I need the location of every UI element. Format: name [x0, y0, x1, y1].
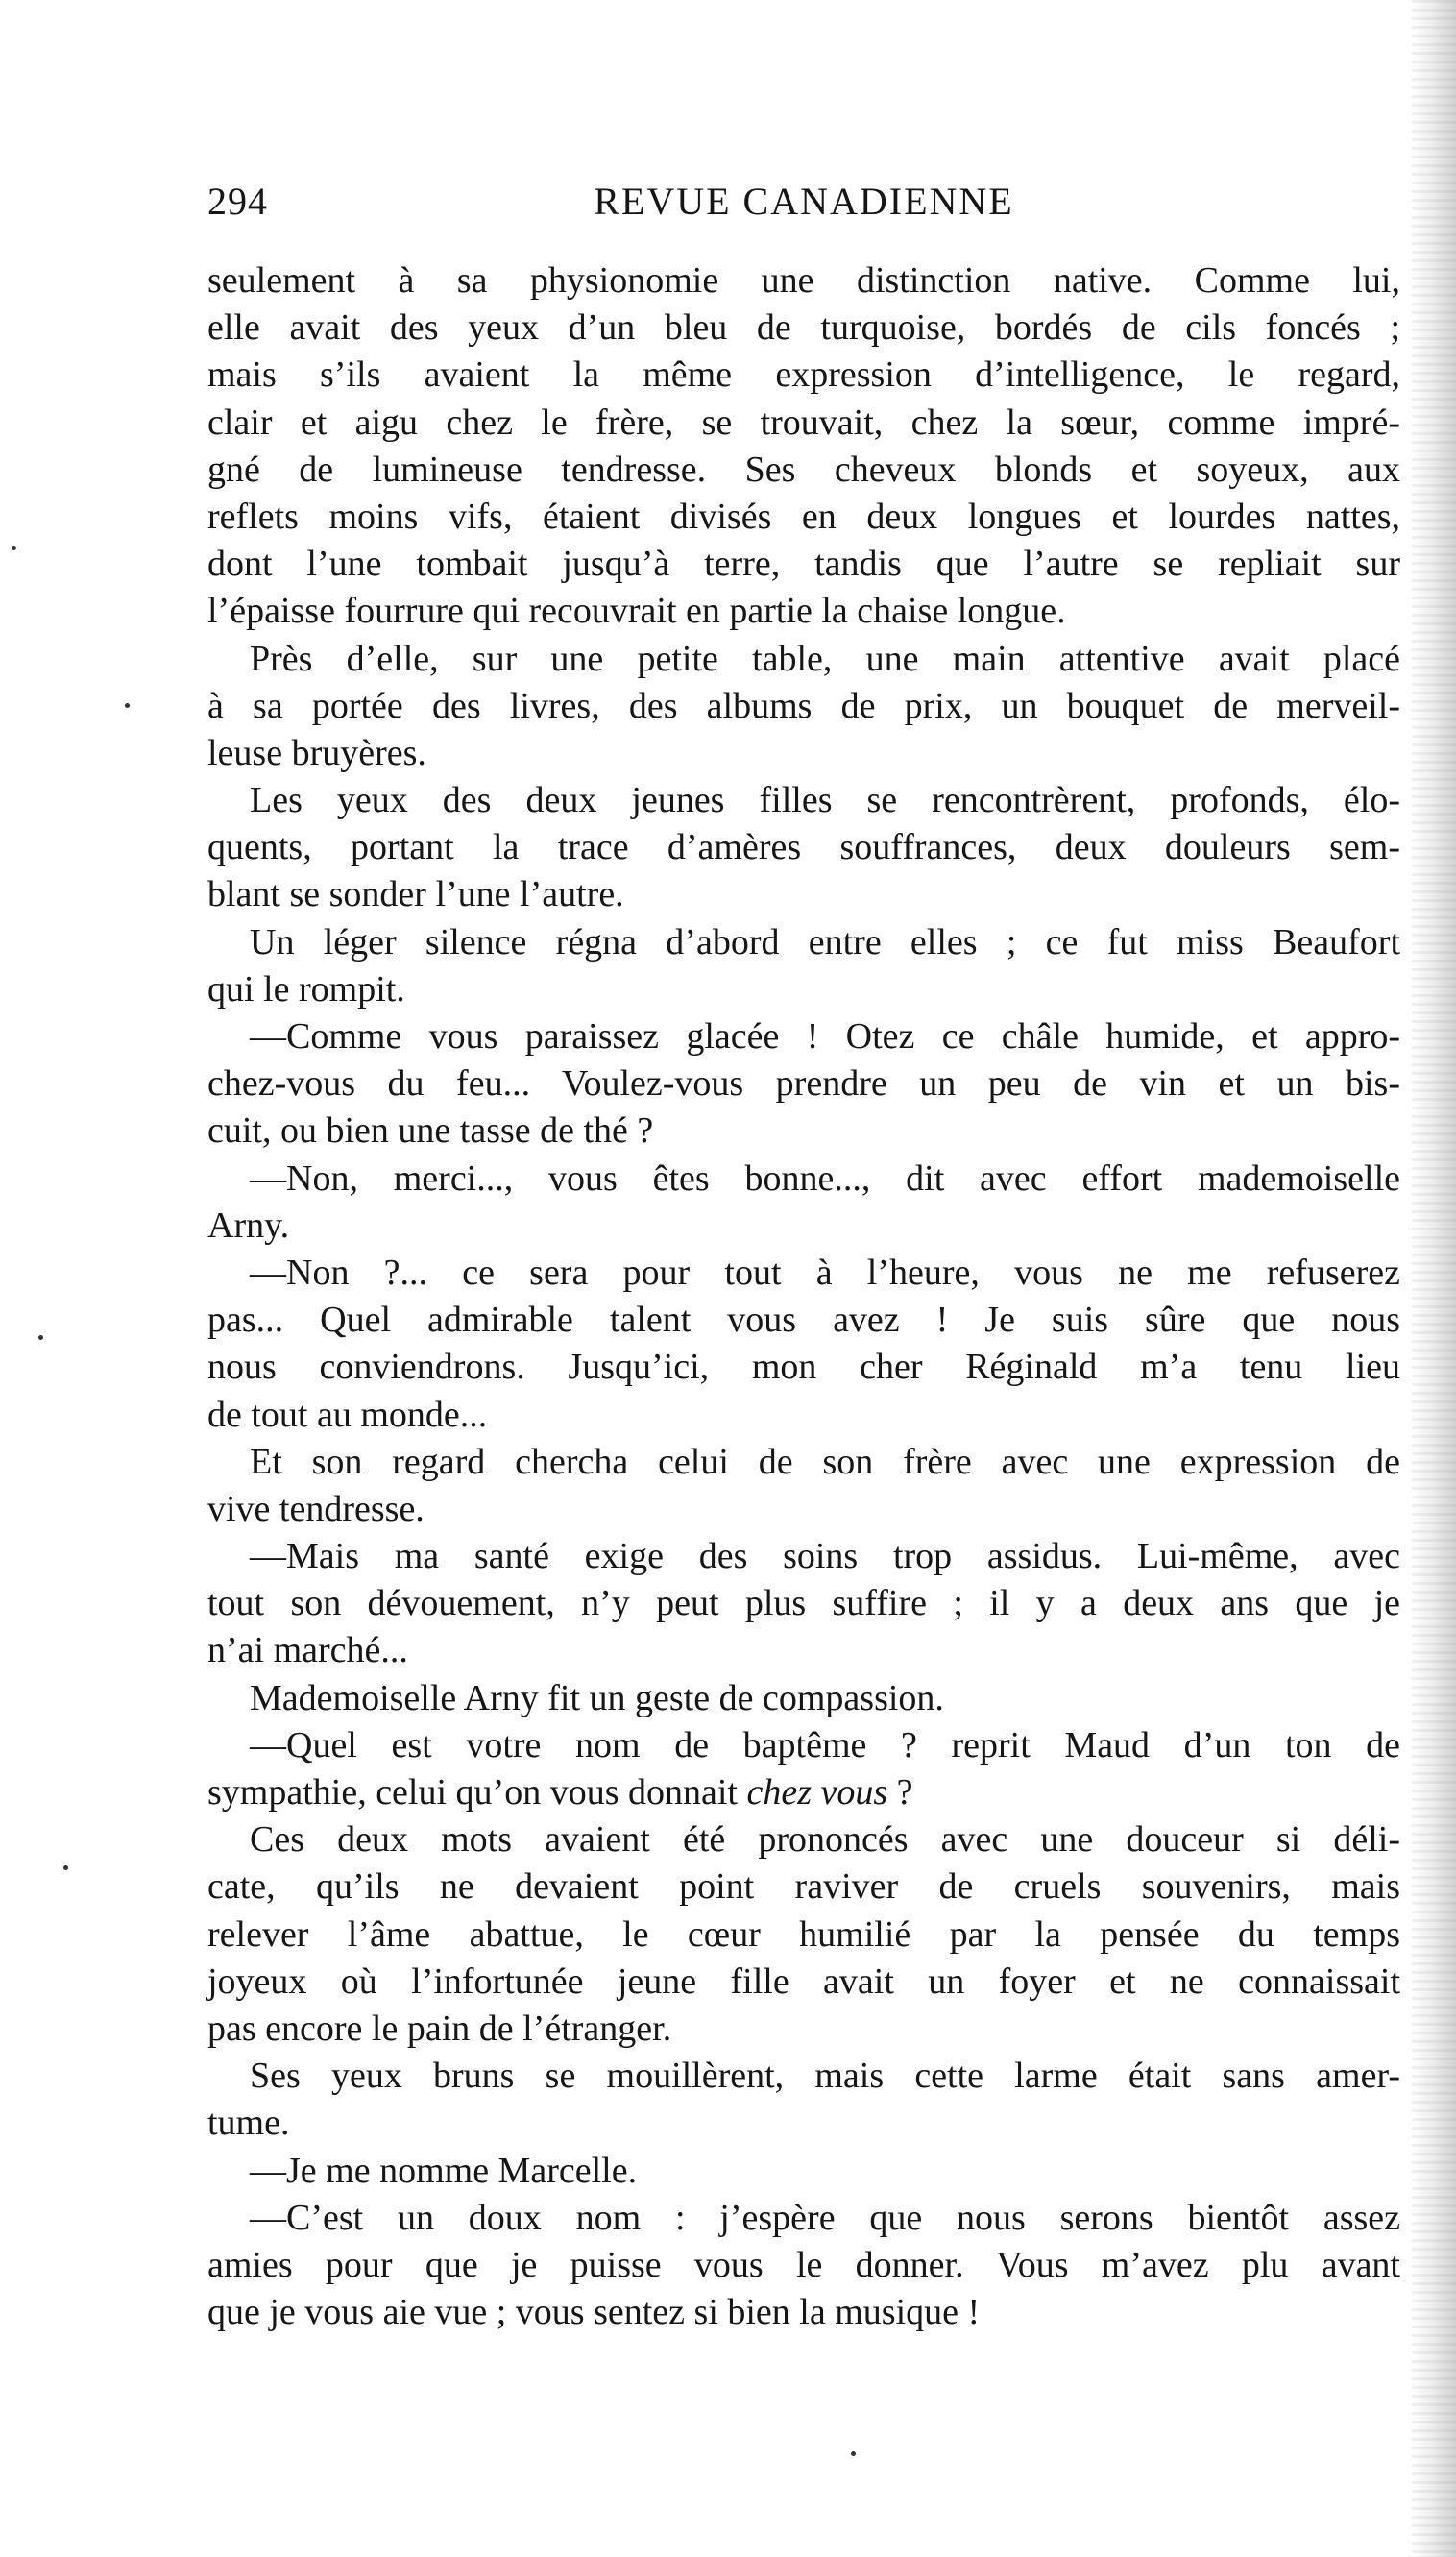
text-line: sympathie, celui qu’on vous donnait chez vous ?	[207, 1772, 913, 1813]
text-line: Et son regard chercha celui de son frère avec une expression de	[250, 1441, 1400, 1482]
text-line: Arny.	[207, 1205, 290, 1246]
scan-speck	[851, 2451, 856, 2456]
running-title: REVUE CANADIENNE	[594, 180, 1014, 223]
text-line: —Non ?... ce sera pour tout à l’heure, vous ne me refuserez	[250, 1252, 1400, 1293]
text-line: quents, portant la trace d’amères souffrances, deux douleurs sem-	[207, 827, 1400, 868]
scan-speck	[125, 703, 130, 708]
text-line: —Non, merci..., vous êtes bonne..., dit avec effort mademoiselle	[250, 1157, 1400, 1199]
text-line: pas... Quel admirable talent vous avez ! Je suis sûre que nous	[207, 1300, 1400, 1341]
text-line: tume.	[207, 2103, 290, 2144]
italic-phrase: chez vous	[746, 1772, 888, 1813]
text-line: Les yeux des deux jeunes filles se rencontrèrent, profonds, élo-	[250, 780, 1400, 821]
text-line: gné de lumineuse tendresse. Ses cheveux blonds et soyeux, aux	[207, 449, 1400, 490]
text-line: amies pour que je puisse vous le donner. Vous m’avez plu avant	[207, 2244, 1400, 2285]
body-text	[207, 257, 1400, 2336]
text-line: —C’est un doux nom : j’espère que nous serons bientôt assez	[250, 2197, 1400, 2238]
text-line: l’épaisse fourrure qui recouvrait en partie la chaise longue.	[207, 591, 1066, 632]
text-line: que je vous aie vue ; vous sentez si bien la musique !	[207, 2292, 981, 2333]
scan-speck	[12, 546, 16, 550]
text-line: vive tendresse.	[207, 1488, 425, 1529]
text-line: à sa portée des livres, des albums de prix, un bouquet de merveil-	[207, 685, 1400, 726]
text-line: chez-vous du feu... Voulez-vous prendre un peu de vin et un bis-	[207, 1063, 1400, 1105]
text-line: elle avait des yeux d’un bleu de turquoise, bordés de cils foncés ;	[207, 307, 1400, 349]
text-line: Un léger silence régna d’abord entre elles ; ce fut miss Beaufort	[250, 921, 1400, 962]
text-line: Ses yeux bruns se mouillèrent, mais cette larme était sans amer-	[250, 2056, 1400, 2097]
text-line: Près d’elle, sur une petite table, une main attentive avait placé	[250, 638, 1400, 679]
text-line: Ces deux mots avaient été prononcés avec une douceur si déli-	[250, 1819, 1400, 1861]
text-line: blant se sonder l’une l’autre.	[207, 874, 624, 915]
page-number: 294	[207, 180, 268, 223]
text-line: de tout au monde...	[207, 1394, 488, 1435]
text-line: seulement à sa physionomie une distinction native. Comme lui,	[207, 260, 1400, 301]
text-line: leuse bruyères.	[207, 732, 426, 773]
text-line: cate, qu’ils ne devaient point raviver de cruels souvenirs, mais	[207, 1866, 1400, 1908]
text-line: reflets moins vifs, étaient divisés en deux longues et lourdes nattes,	[207, 496, 1400, 537]
text-line: —Je me nomme Marcelle.	[250, 2150, 638, 2191]
text-line: relever l’âme abattue, le cœur humilié par la pensée du temps	[207, 1913, 1400, 1955]
text-line: pas encore le pain de l’étranger.	[207, 2008, 672, 2049]
text-line: dont l’une tombait jusqu’à terre, tandis que l’autre se repliait sur	[207, 544, 1400, 585]
text-line: mais s’ils avaient la même expression d’intelligence, le regard,	[207, 354, 1400, 396]
text-line: cuit, ou bien une tasse de thé ?	[207, 1110, 654, 1152]
scan-page-edge	[1412, 0, 1456, 2557]
text-line: nous conviendrons. Jusqu’ici, mon cher Réginald m’a tenu lieu	[207, 1347, 1400, 1388]
text-line: qui le rompit.	[207, 968, 405, 1010]
text-line: joyeux où l’infortunée jeune fille avait un foyer et ne connaissait	[207, 1960, 1400, 2002]
text-line: —Quel est votre nom de baptême ? reprit Maud d’un ton de	[250, 1724, 1400, 1766]
scan-speck	[38, 1335, 43, 1340]
text-line: —Mais ma santé exige des soins trop assidus. Lui-même, avec	[250, 1536, 1400, 1577]
scan-speck	[63, 1865, 68, 1870]
page-header	[207, 179, 1400, 232]
text-line: —Comme vous paraissez glacée ! Otez ce châle humide, et appro-	[250, 1016, 1400, 1057]
text-line: clair et aigu chez le frère, se trouvait, chez la sœur, comme impré-	[207, 402, 1400, 443]
text-line: tout son dévouement, n’y peut plus suffire ; il y a deux ans que je	[207, 1583, 1400, 1624]
text-line: Mademoiselle Arny fit un geste de compassion.	[250, 1677, 944, 1718]
text-line: n’ai marché...	[207, 1630, 408, 1671]
